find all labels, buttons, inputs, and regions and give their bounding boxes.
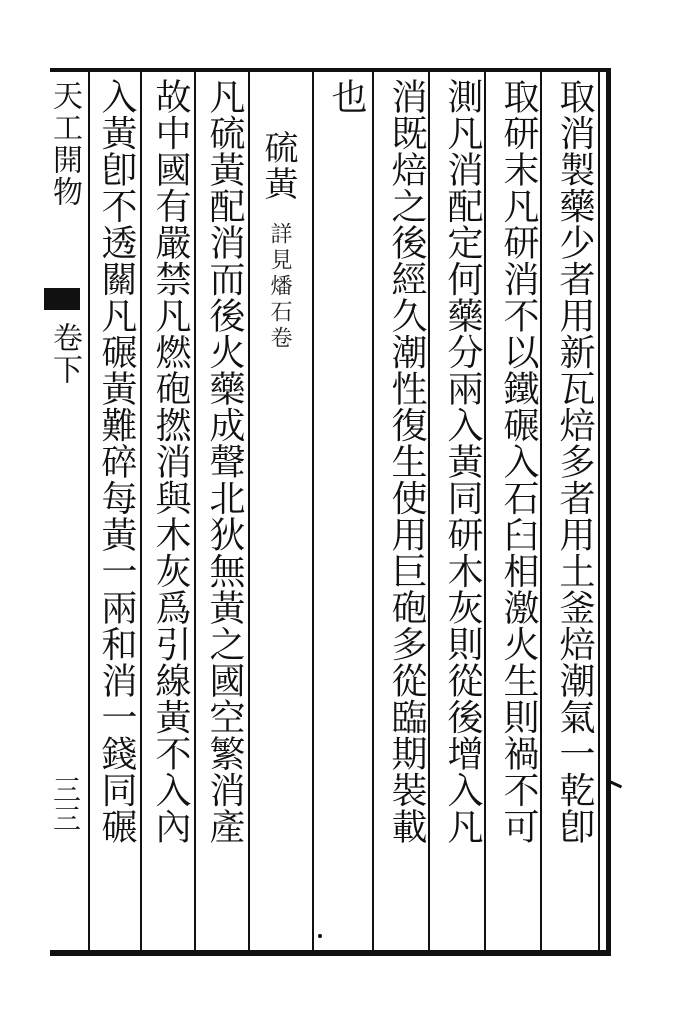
column-divider: [372, 72, 374, 950]
text-column-6: 凡硫黃配消而後火藥成聲北狄無黃之國空繁消產: [204, 78, 245, 845]
ink-dot: [318, 934, 322, 938]
text-column-5: 也: [326, 78, 367, 115]
margin-book-title: 天工開物: [47, 80, 82, 208]
margin-volume: 卷下: [47, 322, 82, 386]
page-margin: [40, 70, 88, 950]
ink-mark: [610, 781, 622, 789]
text-column-8: 入黃卽不透關凡碾黃難碎每黃一兩和消一錢同碾: [96, 78, 137, 845]
column-divider: [312, 72, 314, 950]
text-column-7: 故中國有嚴禁凡燃砲撚消與木灰爲引線黃不入內: [150, 78, 191, 845]
text-column-1: 取消製藥少者用新瓦焙多者用土釜焙潮氣一乾卽: [554, 78, 595, 845]
text-column-4: 消既焙之後經久潮性復生使用巨砲多從臨期裝載: [386, 78, 427, 845]
frame-right-border: [606, 68, 611, 956]
text-column-3: 測凡消配定何藥分兩入黃同研木灰則從後增入凡: [442, 78, 483, 845]
margin-page-number: 三三: [49, 775, 82, 833]
section-heading: 硫黃: [258, 130, 298, 202]
frame-top-border: [50, 68, 610, 72]
section-heading-note: 詳見燔石卷: [267, 222, 292, 352]
fishtail-mark: [44, 288, 80, 310]
text-column-2: 取研末凡研消不以鐵碾入石臼相激火生則禍不可: [498, 78, 539, 845]
section-heading-block: [250, 130, 310, 430]
frame-bottom-border: [50, 950, 610, 956]
